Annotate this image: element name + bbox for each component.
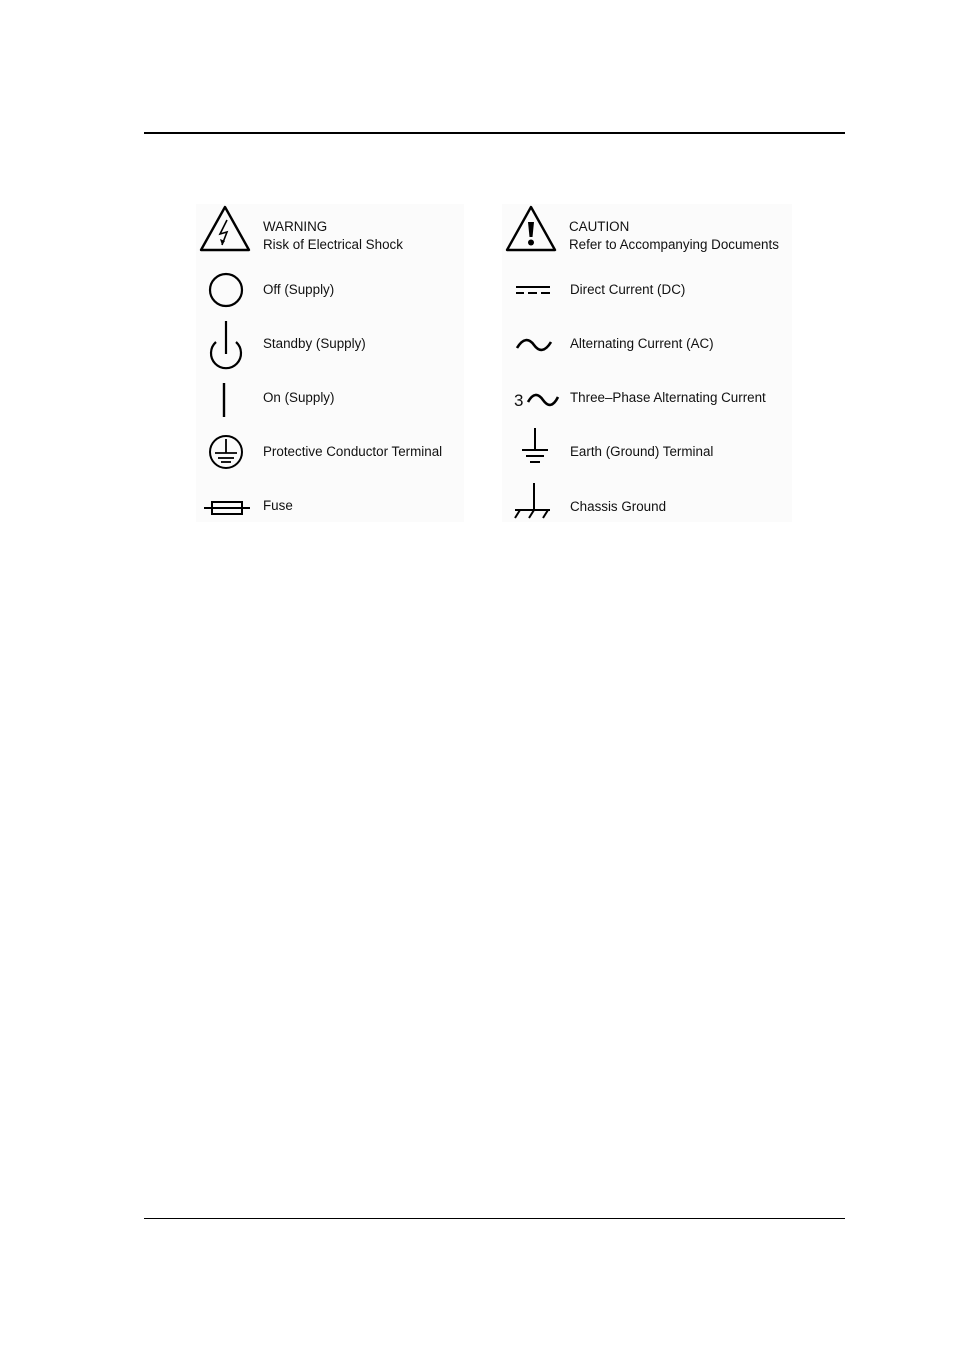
- caution-title: CAUTION: [569, 219, 630, 234]
- direct-current-icon: [514, 282, 554, 298]
- direct-current-label: Direct Current (DC): [570, 282, 686, 297]
- chassis-ground-label: Chassis Ground: [570, 499, 667, 514]
- fuse-label: Fuse: [263, 498, 293, 513]
- earth-ground-label: Earth (Ground) Terminal: [570, 444, 714, 459]
- three-phase-wave-icon: [526, 390, 560, 410]
- header-rule: [144, 132, 845, 134]
- three-phase-prefix: 3: [514, 391, 524, 410]
- alternating-current-icon: [514, 335, 554, 355]
- caution-description: Refer to Accompanying Documents: [569, 237, 779, 252]
- off-supply-label: Off (Supply): [263, 282, 335, 297]
- chassis-ground-icon: [510, 480, 554, 522]
- standby-supply-label: Standby (Supply): [263, 336, 366, 351]
- standby-power-icon: [204, 318, 248, 372]
- off-supply-circle-icon: [206, 270, 246, 310]
- protective-earth-icon: [206, 433, 246, 471]
- on-supply-line-icon: [214, 380, 234, 420]
- fuse-icon: [203, 498, 251, 518]
- caution-exclamation-icon: [504, 204, 558, 254]
- warning-title: WARNING: [263, 219, 328, 234]
- on-supply-label: On (Supply): [263, 390, 335, 405]
- warning-description: Risk of Electrical Shock: [263, 237, 403, 252]
- warning-lightning-icon: [198, 204, 252, 254]
- alternating-current-label: Alternating Current (AC): [570, 336, 714, 351]
- three-phase-label: Three–Phase Alternating Current: [570, 390, 766, 405]
- earth-ground-icon: [518, 426, 552, 468]
- protective-conductor-label: Protective Conductor Terminal: [263, 444, 443, 459]
- footer-rule: [144, 1218, 845, 1219]
